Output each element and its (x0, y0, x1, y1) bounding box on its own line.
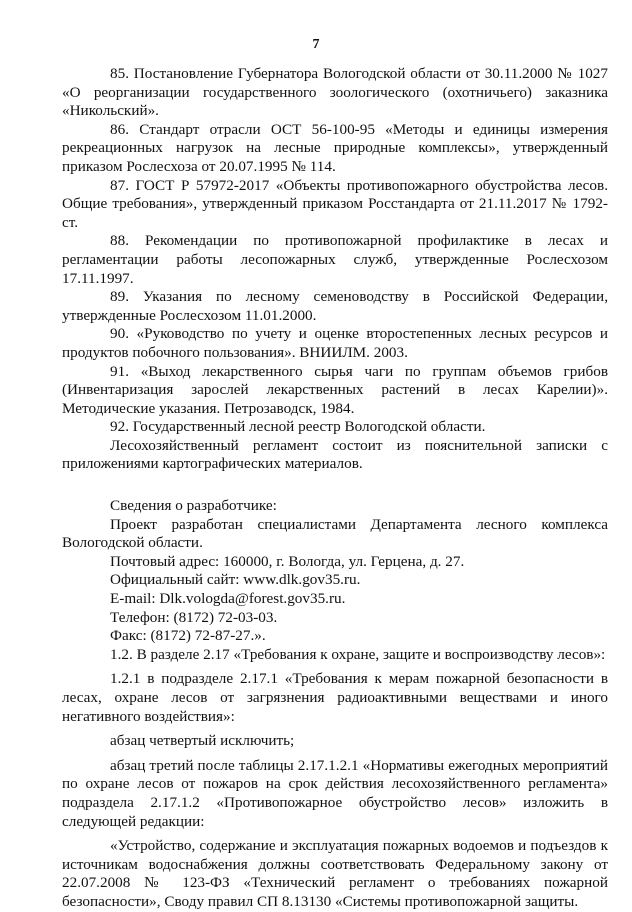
amendment-paragraph-four: абзац четвертый исключить; (110, 732, 295, 750)
page-number: 7 (312, 37, 320, 52)
amendment-1-2: 1.2. В разделе 2.17 «Требования к охране, защите и воспроизводству лесов»: (110, 645, 606, 663)
list-item-87: 87. ГОСТ Р 57972-2017 «Объекты противопожарного обустройства лесов. Общие требования», утвержденный приказом Росстандарта от 21.11.2017 № 1792-ст. (62, 176, 608, 231)
list-item-86: 86. Стандарт отрасли ОСТ 56-100-95 «Методы и единицы измерения рекреационных нагрузок на лесные природные комплексы», утвержденный приказом Рослесхоза от 20.07.1995 № 114. (62, 120, 608, 175)
list-item-91: 91. «Выход лекарственного сырья чаги по группам объемов грибов (Инвентаризация зарослей лекарственных растений в лесах Карелии)». Методические указания. Петрозаводск, 1984. (62, 362, 608, 417)
list-item-90: 90. «Руководство по учету и оценке второстепенных лесных ресурсов и продуктов побочного пользования». ВНИИЛМ. 2003. (62, 325, 608, 361)
spacer (62, 474, 608, 497)
developer-project-text: Проект разработан специалистами Департамента лесного комплекса Вологодской области. (62, 515, 608, 552)
amendment-1-2-1: 1.2.1 в подразделе 2.17.1 «Требования к мерам пожарной безопасности в лесах, охране лесов от загрязнения радиоактивными веществами и иного негативного воздействия»: (62, 670, 608, 725)
list-item-92: 92. Государственный лесной реестр Вологодской области. (110, 418, 486, 436)
document-body (62, 65, 608, 912)
amendment-new-text: «Устройство, содержание и эксплуатация пожарных водоемов и подъездов к источникам водоснабжения должны соответствовать Федеральному закону от 22.07.2008 № 123-ФЗ «Технический регламент о требованиях пожарной безопасности», Своду правил СП 8.13130 «Системы противопожарной защиты. (62, 837, 608, 910)
developer-email: E-mail: Dlk.vologda@forest.gov35.ru. (110, 590, 346, 608)
developer-fax: Факс: (8172) 72-87-27.». (110, 627, 266, 645)
developer-address: Почтовый адрес: 160000, г. Вологда, ул. Герцена, д. 27. (110, 552, 465, 570)
list-item-88: 88. Рекомендации по противопожарной профилактике в лесах и регламентации работы лесопожарных служб, утвержденные Рослесхозом 17.11.1997. (62, 232, 608, 287)
regulation-composition-paragraph: Лесохозяйственный регламент состоит из пояснительной записки с приложениями картографических материалов. (62, 436, 608, 473)
developer-phone: Телефон: (8172) 72-03-03. (110, 608, 278, 626)
developer-heading: Сведения о разработчике: (110, 497, 277, 515)
developer-website: Официальный сайт: www.dlk.gov35.ru. (110, 571, 361, 589)
list-item-89: 89. Указания по лесному семеноводству в Российской Федерации, утвержденные Рослесхозом 11.01.2000. (62, 288, 608, 324)
amendment-paragraph-three: абзац третий после таблицы 2.17.1.2.1 «Нормативы ежегодных мероприятий по охране лесов от пожаров на срок действия лесохозяйственного регламента» подраздела 2.17.1.2 «Противопожарное обустройство лесов» изложить в следующей редакции: (62, 756, 608, 830)
list-item-85: 85. Постановление Губернатора Вологодской области от 30.11.2000 № 1027 «О реорганизации государственного зоологического (охотничьего) заказника «Никольский». (62, 65, 608, 120)
